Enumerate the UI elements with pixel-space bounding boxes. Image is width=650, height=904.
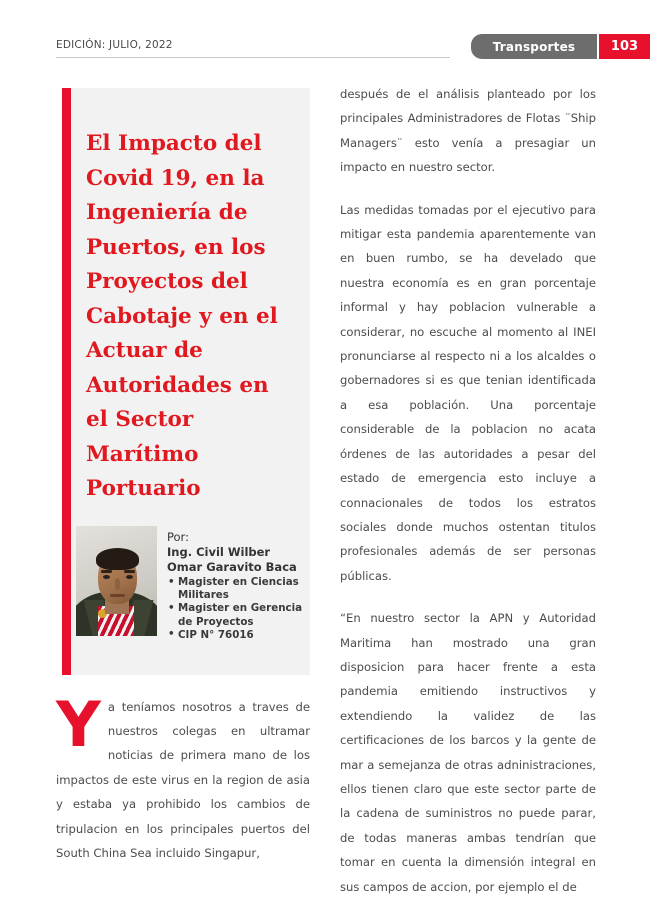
red-accent-bar — [62, 88, 71, 675]
lead-paragraph — [56, 687, 310, 866]
author-portrait-photo — [76, 526, 157, 636]
author-details — [167, 526, 304, 642]
edition-label: EDICIÓN: JULIO, 2022 — [56, 39, 173, 51]
author-credentials-list — [167, 576, 304, 642]
body-paragraph: “En nuestro sector la APN y Autoridad Maritima han mostrado una gran disposicion para hacer frente a esta pandemia emitiendo instructivos y extendiendo la validez de las certificaciones de los barcos y la gente de mar a semejanza de otras adninistraciones, ellos tienen claro que este sector parte de la cadena de suministros no puede parar, de todas maneras ambas tendrían que tomar en cuenta la dimensión integral en sus campos de accion, por ejemplo el de — [340, 611, 596, 894]
author-block — [76, 526, 304, 642]
page-header — [0, 0, 650, 68]
portrait-eyebrow-right — [124, 570, 135, 573]
article-title: El Impacto del Covid 19, en la Ingeniería de Puertos, en los Proyectos del Cabotaje y en el Actuar de Autoridades en el Sector Marítimo Portuario — [86, 131, 278, 502]
body-paragraph: después de el análisis planteado por los principales Administradores de Flotas ¨Ship Managers¨ esto venía a presagiar un impacto en nuestro sector. — [340, 87, 596, 175]
page-number-badge: 103 — [599, 34, 650, 59]
list-item: • Magister en Ciencias Militares — [167, 576, 304, 602]
portrait-hair — [96, 548, 139, 570]
body-paragraph: Las medidas tomadas por el ejecutivo para mitigar esta pandemia aparentemente van en buen rumbo, se ha develado que nuestra economía es en gran porcentaje informal y hay poblacion vulnerable a considerar, no escuche al momento al INEI pronunciarse al respecto ni a los alcaldes o gobernadores si es que tenian identificada a esa población. Una porcentaje considerable de la poblacion no acata órdenes de las autoridades a pesar del estado de emergencia esto incluye a connacionales de todos los estratos sociales donde muchos ostentan titulos profesionales además de ser personas públicas. — [340, 202, 596, 583]
right-column — [340, 82, 596, 899]
list-item: • CIP N° 76016 — [167, 629, 304, 642]
list-item: • Magister en Gerencia de Proyectos — [167, 602, 304, 628]
lead-paragraph-text: a teníamos nosotros a traves de nuestros colegas en ultramar noticias de primera mano de los impactos de este virus en la region de asia y estaba ya prohibido los cambios de tripulacion en los principales puertos del South China Sea incluido Singapur, — [56, 699, 310, 861]
portrait-mouth — [110, 594, 125, 597]
portrait-eye-left — [103, 575, 110, 579]
drop-cap: Y — [56, 687, 101, 761]
portrait-eye-right — [126, 575, 133, 579]
portrait-nose — [115, 578, 120, 590]
header-divider — [56, 57, 450, 58]
author-by-label: Por: — [167, 530, 189, 544]
author-name: Ing. Civil Wilber Omar Garavito Baca — [167, 545, 297, 574]
section-tab-transportes: Transportes — [471, 34, 597, 59]
left-column — [0, 68, 320, 904]
portrait-eyebrow-left — [101, 570, 112, 573]
title-panel — [62, 88, 310, 675]
